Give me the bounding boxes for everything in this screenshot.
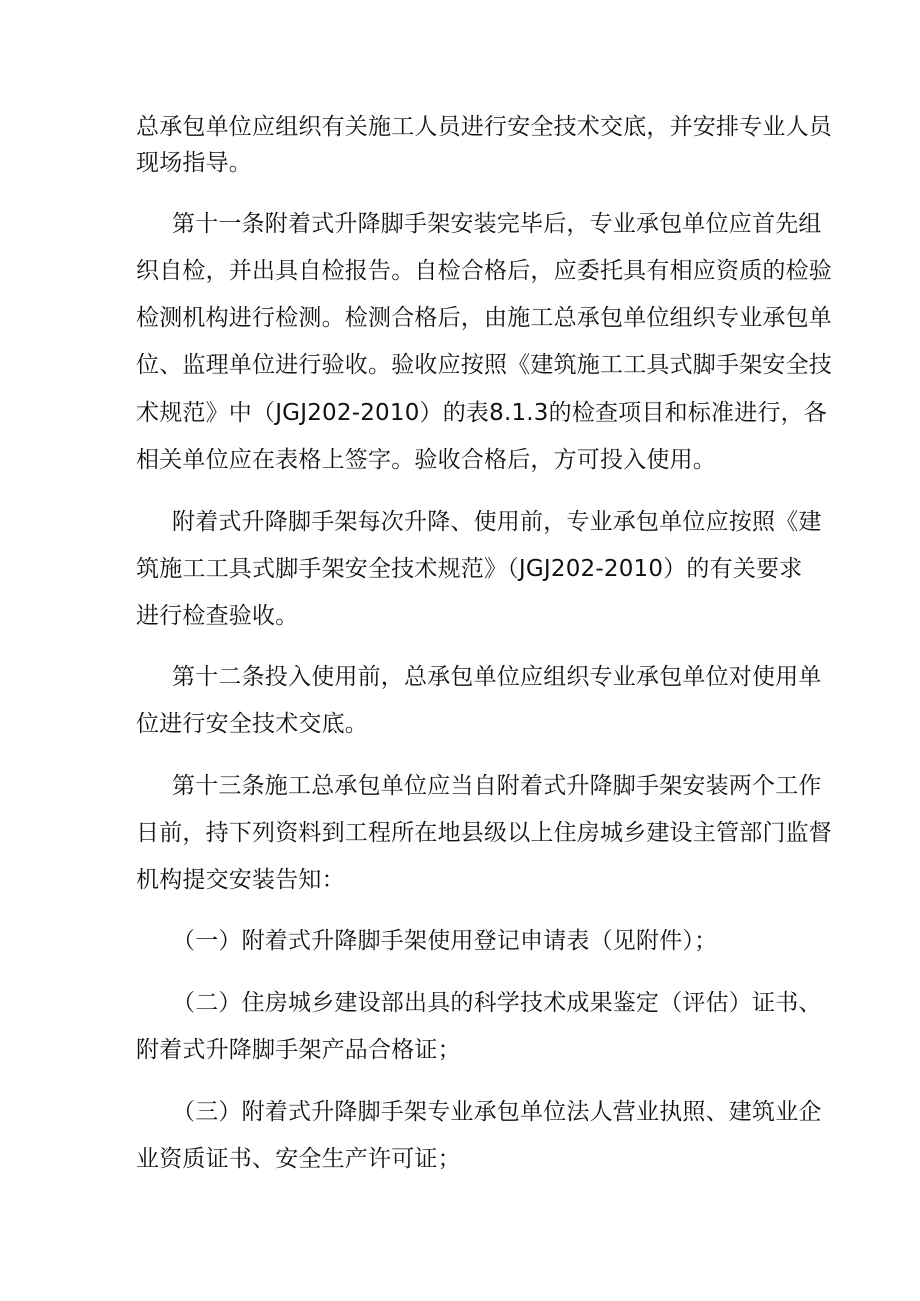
text-line: 现场指导。	[136, 150, 252, 176]
text-line: （一）附着式升降脚手架使用登记申请表（见附件）；	[172, 928, 718, 954]
text-line: 日前，持下列资料到工程所在地县级以上住房城乡建设主管部门监督	[136, 820, 832, 846]
text-line: 位进行安全技术交底。	[136, 711, 368, 737]
text-line: （三）附着式升降脚手架专业承包单位法人营业执照、建筑业企	[172, 1099, 822, 1125]
text-line: 检测机构进行检测。检测合格后，由施工总承包单位组织专业承包单	[136, 305, 832, 331]
text-line: 第十二条投入使用前，总承包单位应组织专业承包单位对使用单	[172, 664, 822, 690]
text-line: 总承包单位应组织有关施工人员进行安全技术交底，并安排专业人员	[136, 114, 832, 140]
text-line: 筑施工工具式脚手架安全技术规范》（JGJ202-2010）的有关要求	[136, 556, 803, 582]
text-line: 附着式升降脚手架产品合格证；	[136, 1037, 461, 1063]
text-line: 进行检查验收。	[136, 603, 299, 629]
text-line: 织自检，并出具自检报告。自检合格后，应委托具有相应资质的检验	[136, 258, 832, 284]
text-line: 附着式升降脚手架每次升降、使用前，专业承包单位应按照《建	[172, 509, 822, 535]
text-line: 第十三条施工总承包单位应当自附着式升降脚手架安装两个工作	[172, 773, 822, 799]
text-line: 业资质证书、安全生产许可证；	[136, 1146, 461, 1172]
text-line: 相关单位应在表格上签字。验收合格后，方可投入使用。	[136, 447, 716, 473]
text-line: 术规范》中（JGJ202-2010）的表8.1.3的检查项目和标准进行，各	[136, 400, 828, 426]
text-line: 第十一条附着式升降脚手架安装完毕后，专业承包单位应首先组	[172, 211, 822, 237]
text-line: 位、监理单位进行验收。验收应按照《建筑施工工具式脚手架安全技	[136, 352, 832, 378]
text-line: （二）住房城乡建设部出具的科学技术成果鉴定（评估）证书、	[172, 990, 822, 1016]
text-line: 机构提交安装告知：	[136, 867, 345, 893]
